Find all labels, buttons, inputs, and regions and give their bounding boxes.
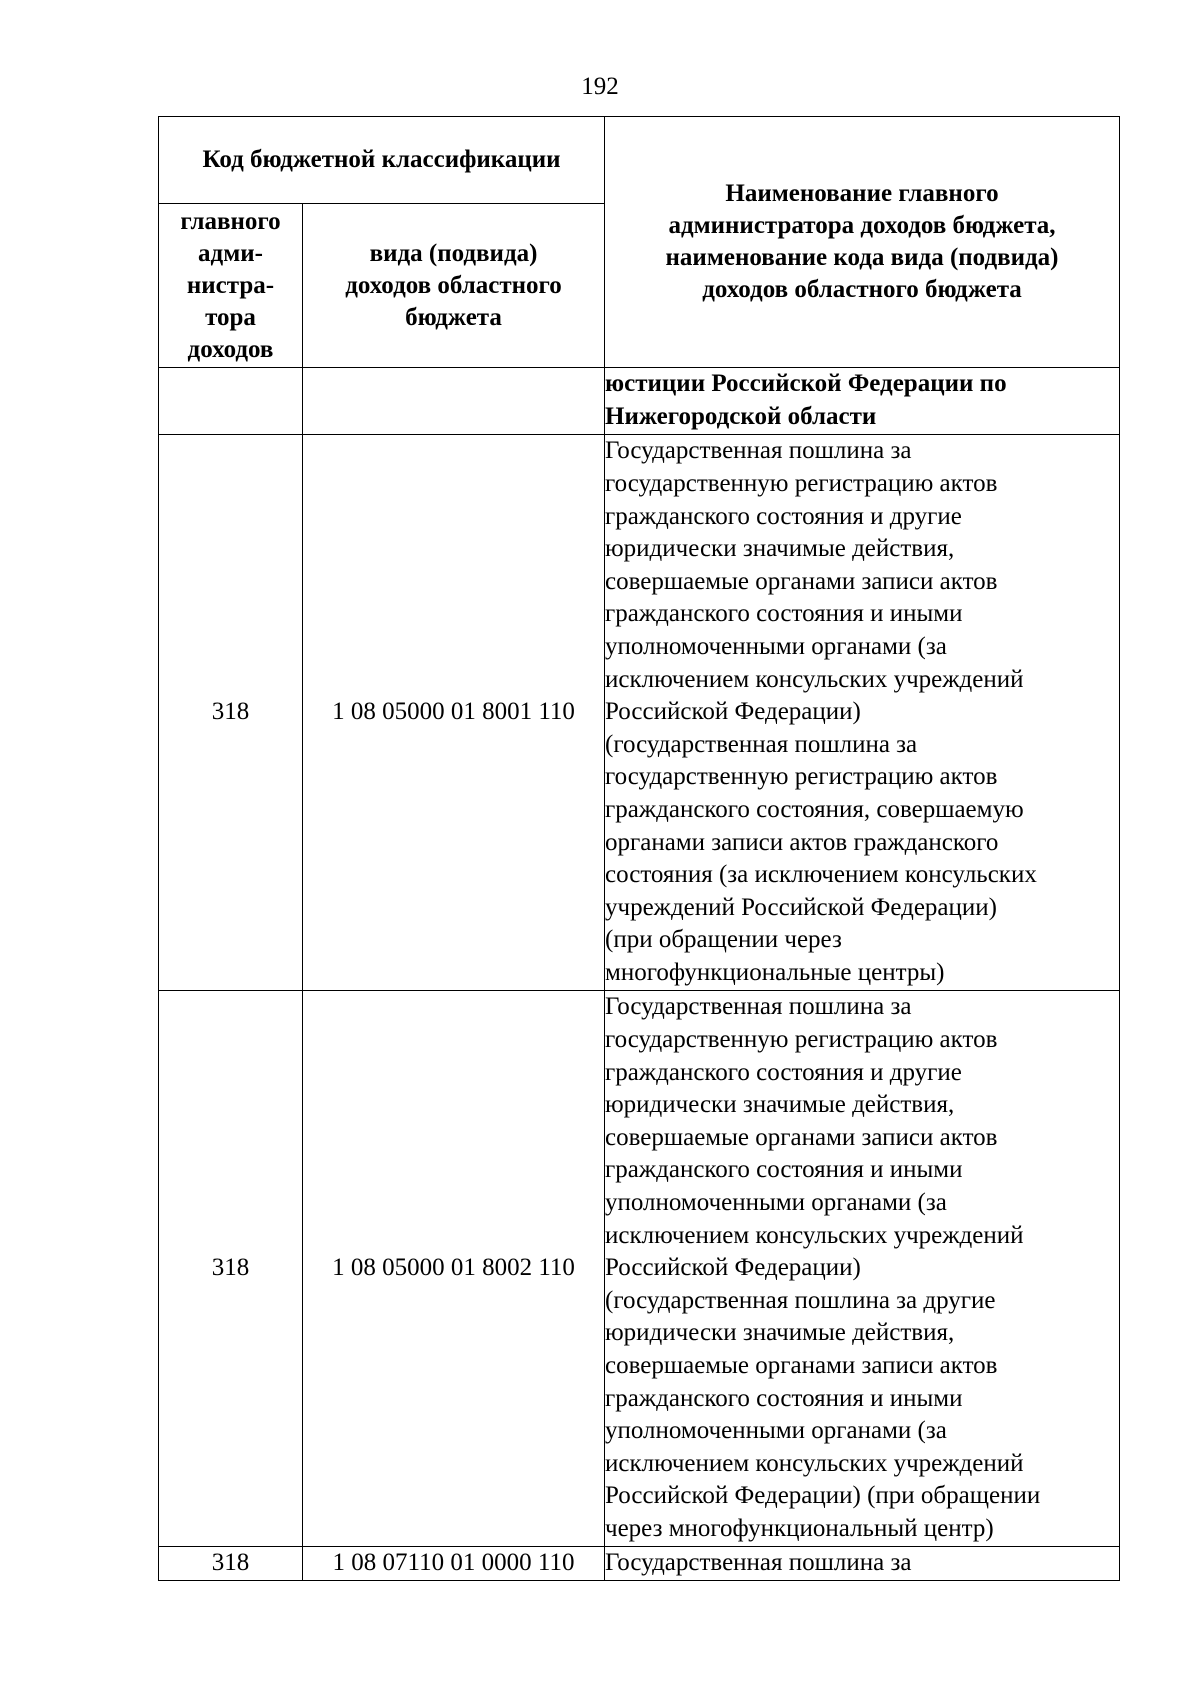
text-line: гражданского состояния и другие (605, 1058, 962, 1086)
text-line: гражданского состояния и иными (605, 1156, 963, 1184)
text-line: Государственная пошлина за (605, 437, 912, 465)
text-line: гражданского состояния и иными (605, 600, 963, 628)
text-line: адми- (198, 239, 263, 267)
text-line: Нижегородской области (605, 403, 877, 430)
cell-code: 1 08 07110 01 0000 110 (303, 1547, 605, 1581)
cell-name (605, 435, 1120, 991)
text-line: исключением консульских учреждений (605, 665, 1024, 693)
text-line: юстиции Российской Федерации по (605, 370, 1007, 398)
text-line: Российской Федерации) (605, 698, 861, 726)
text-line: совершаемые органами записи актов (605, 1123, 998, 1151)
text-line: гражданского состояния, совершаемую (605, 795, 1024, 823)
text-line: учреждений Российской Федерации) (605, 893, 997, 921)
cell-code: 1 08 05000 01 8002 110 (303, 991, 605, 1547)
cell-code (303, 368, 605, 435)
text-line: нистра- (186, 271, 275, 299)
cell-admin (159, 368, 303, 435)
cell-name (605, 368, 1120, 435)
header-admin-column (159, 204, 303, 368)
cell-name (605, 991, 1120, 1547)
text-line: бюджета (405, 303, 502, 331)
cell-admin: 318 (159, 1547, 303, 1581)
text-line: доходов областного (345, 271, 562, 299)
text-line: доходов областного бюджета (702, 276, 1022, 303)
text-line: вида (подвида) (369, 239, 538, 267)
text-line: уполномоченными органами (за (605, 1417, 947, 1445)
text-line: государственную регистрацию актов (605, 1026, 998, 1054)
text-line: доходов (187, 335, 274, 363)
header-name-column (605, 117, 1120, 368)
text-line: Государственная пошлина за (605, 993, 912, 1021)
text-line: тора (205, 303, 256, 331)
budget-classification-table (158, 116, 1120, 1581)
table-row-continuation (159, 368, 1120, 435)
text-line: (при обращении через (605, 926, 842, 954)
text-line: государственную регистрацию актов (605, 470, 998, 498)
text-line: Российской Федерации) (при обращении (605, 1482, 1041, 1510)
text-line: исключением консульских учреждений (605, 1221, 1024, 1249)
text-line: администратора доходов бюджета, (668, 212, 1056, 239)
header-code-column (303, 204, 605, 368)
text-line: гражданского состояния и другие (605, 502, 962, 530)
text-line: государственную регистрацию актов (605, 763, 998, 791)
table-row (159, 991, 1120, 1547)
cell-admin: 318 (159, 435, 303, 991)
text-line: через многофункциональный центр) (605, 1514, 994, 1542)
table-row (159, 435, 1120, 991)
text-line: юридически значимые действия, (605, 1319, 955, 1347)
text-line: Государственная пошлина за (605, 1549, 912, 1576)
text-line: юридически значимые действия, (605, 1091, 955, 1119)
text-line: совершаемые органами записи актов (605, 1351, 998, 1379)
text-line: (государственная пошлина за (605, 730, 918, 758)
text-line: органами записи актов гражданского (605, 828, 999, 856)
table-body (159, 368, 1120, 1581)
text-line: совершаемые органами записи актов (605, 567, 998, 595)
text-line: Наименование главного (725, 180, 999, 207)
header-group-title: Код бюджетной классификации (159, 117, 605, 204)
text-line: наименование кода вида (подвида) (665, 244, 1059, 271)
cell-code: 1 08 05000 01 8001 110 (303, 435, 605, 991)
text-line: Российской Федерации) (605, 1254, 861, 1282)
text-line: юридически значимые действия, (605, 535, 955, 563)
text-line: состояния (за исключением консульских (605, 861, 1037, 889)
table-row (159, 1547, 1120, 1581)
text-line: гражданского состояния и иными (605, 1384, 963, 1412)
text-line: (государственная пошлина за другие (605, 1286, 996, 1314)
cell-name (605, 1547, 1120, 1581)
table-header (159, 117, 1120, 368)
text-line: уполномоченными органами (за (605, 1189, 947, 1217)
page-number: 192 (581, 73, 619, 100)
text-line: многофункциональные центры) (605, 958, 945, 986)
text-line: уполномоченными органами (за (605, 633, 947, 661)
text-line: главного (180, 207, 281, 235)
cell-admin: 318 (159, 991, 303, 1547)
text-line: исключением консульских учреждений (605, 1449, 1024, 1477)
